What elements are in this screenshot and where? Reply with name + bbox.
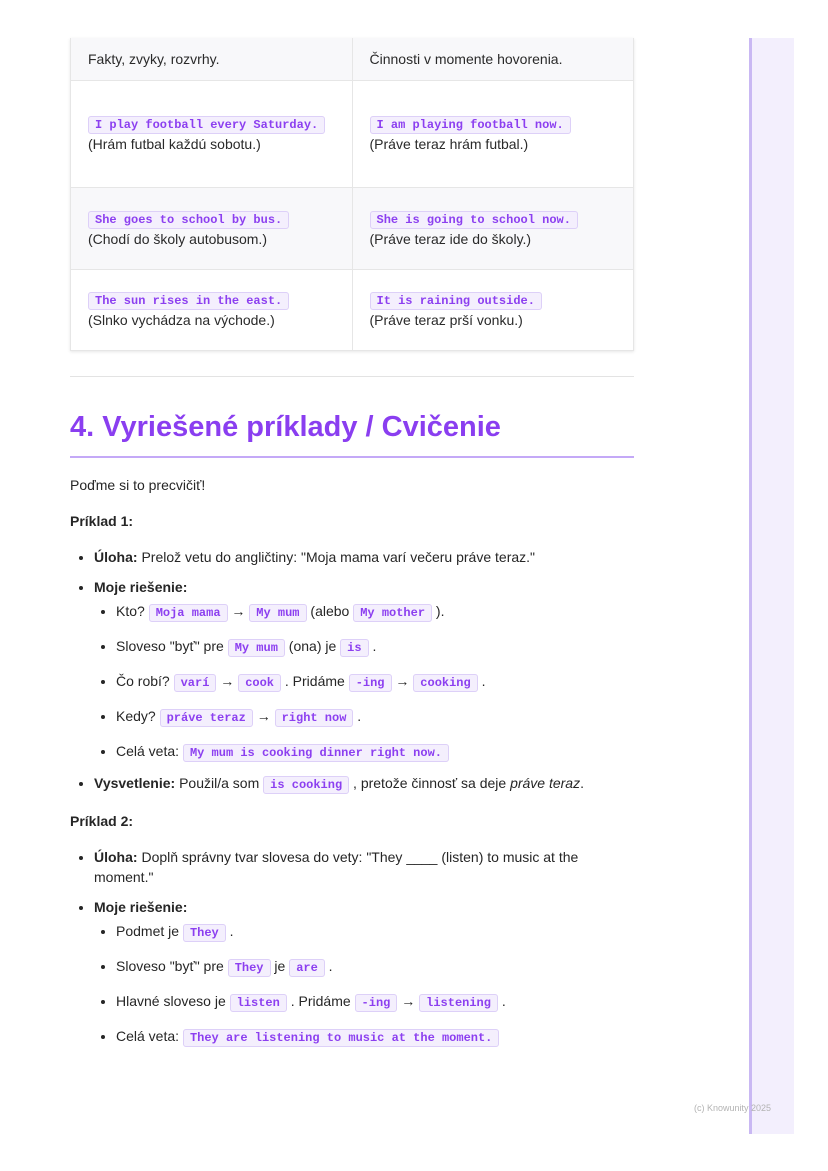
content — [70, 38, 634, 1058]
table-row — [71, 81, 634, 188]
example-2-title: Príklad 2: — [70, 813, 134, 829]
table-cell — [71, 270, 353, 351]
code-chip: cooking — [413, 674, 477, 692]
task-label: Úloha: — [94, 549, 138, 565]
step: • Hlavné sloveso je listen . Pridáme -ing → listening . — [116, 991, 634, 1013]
code-chip: My mum — [249, 604, 306, 622]
code-chip: cook — [238, 674, 281, 692]
cell-translation: (Slnko vychádza na východe.) — [88, 312, 275, 328]
code-example: I am playing football now. — [370, 116, 571, 134]
example-1-title: Príklad 1: — [70, 513, 134, 529]
step: • Podmet je They . — [116, 921, 634, 943]
code-example: I play football every Saturday. — [88, 116, 325, 134]
task-label: Úloha: — [94, 849, 138, 865]
code-chip: They — [228, 959, 271, 977]
cell-translation: (Práve teraz ide do školy.) — [369, 230, 532, 247]
table-cell — [352, 270, 634, 351]
sidebar-band — [749, 38, 794, 1134]
step: • Čo robí? varí → cook . Pridáme -ing → cooking . — [116, 671, 634, 693]
divider — [70, 376, 634, 377]
section-heading: 4. Vyriešené príklady / Cvičenie — [70, 409, 634, 458]
table-cell — [71, 38, 353, 81]
task-text: Prelož vetu do angličtiny: "Moja mama varí večeru práve teraz." — [137, 549, 536, 565]
cell-translation: (Chodí do školy autobusom.) — [88, 230, 267, 247]
code-chip: Moja mama — [149, 604, 228, 622]
step: • Sloveso "byť" pre They je are . — [116, 956, 634, 978]
code-chip: is cooking — [263, 776, 349, 794]
intro-text: Poďme si to precvičiť! — [70, 477, 206, 493]
code-chip: They are listening to music at the moment. — [183, 1029, 499, 1047]
table-cell — [71, 188, 353, 270]
code-chip: They — [183, 924, 226, 942]
cell-translation: (Hrám futbal každú sobotu.) — [88, 136, 261, 152]
solution-item — [94, 577, 634, 763]
solution-item — [94, 897, 634, 1048]
code-example: It is raining outside. — [370, 292, 542, 310]
solution-label: Moje riešenie: — [94, 899, 188, 915]
explanation-item: • Vysvetlenie: Použil/a som is cooking , pretože činnosť sa deje práve teraz. — [94, 773, 634, 795]
code-chip: My mother — [353, 604, 432, 622]
solution-steps — [94, 921, 634, 1048]
table-row — [71, 270, 634, 351]
table-cell — [71, 81, 353, 188]
table-cell — [352, 81, 634, 188]
step: • Celá veta: My mum is cooking dinner right now. — [116, 741, 634, 763]
task-item — [94, 547, 634, 567]
cell-text: Činnosti v momente hovorenia. — [369, 50, 563, 67]
code-chip: My mum — [228, 639, 285, 657]
code-example: The sun rises in the east. — [88, 292, 289, 310]
step: • Kedy? práve teraz → right now . — [116, 706, 634, 728]
code-chip: My mum is cooking dinner right now. — [183, 744, 449, 762]
solution-label: Moje riešenie: — [94, 579, 188, 595]
cell-translation: (Práve teraz prší vonku.) — [369, 312, 523, 328]
solution-steps — [94, 601, 634, 763]
example-2-list — [70, 847, 634, 1048]
step: • Kto? Moja mama → My mum (alebo My mother ). — [116, 601, 634, 623]
code-chip: are — [289, 959, 325, 977]
code-example: She goes to school by bus. — [88, 211, 289, 229]
task-text: Doplň správny tvar slovesa do vety: "They ____ (listen) to music at the moment." — [94, 849, 579, 885]
example-1-list — [70, 547, 634, 795]
code-chip: -ing — [349, 674, 392, 692]
code-chip: -ing — [355, 994, 398, 1012]
cell-translation: (Práve teraz hrám futbal.) — [369, 136, 529, 152]
code-chip: varí — [174, 674, 217, 692]
code-chip: listen — [230, 994, 287, 1012]
code-chip: listening — [419, 994, 498, 1012]
table-cell — [352, 188, 634, 270]
table-cell — [352, 38, 634, 81]
emphasis: práve teraz — [510, 775, 581, 791]
task-item — [94, 847, 634, 887]
cell-text: Fakty, zvyky, rozvrhy. — [88, 50, 220, 67]
step: • Celá veta: They are listening to music at the moment. — [116, 1026, 634, 1048]
watermark: (c) Knowunity 2025 — [694, 1103, 772, 1113]
table-row — [71, 188, 634, 270]
explanation-label: Vysvetlenie: — [94, 775, 176, 791]
table-row — [71, 38, 634, 81]
code-chip: is — [340, 639, 368, 657]
step: • Sloveso "byť" pre My mum (ona) je is . — [116, 636, 634, 658]
comparison-table — [70, 38, 634, 351]
code-example: She is going to school now. — [370, 211, 578, 229]
code-chip: práve teraz — [160, 709, 253, 727]
code-chip: right now — [275, 709, 354, 727]
